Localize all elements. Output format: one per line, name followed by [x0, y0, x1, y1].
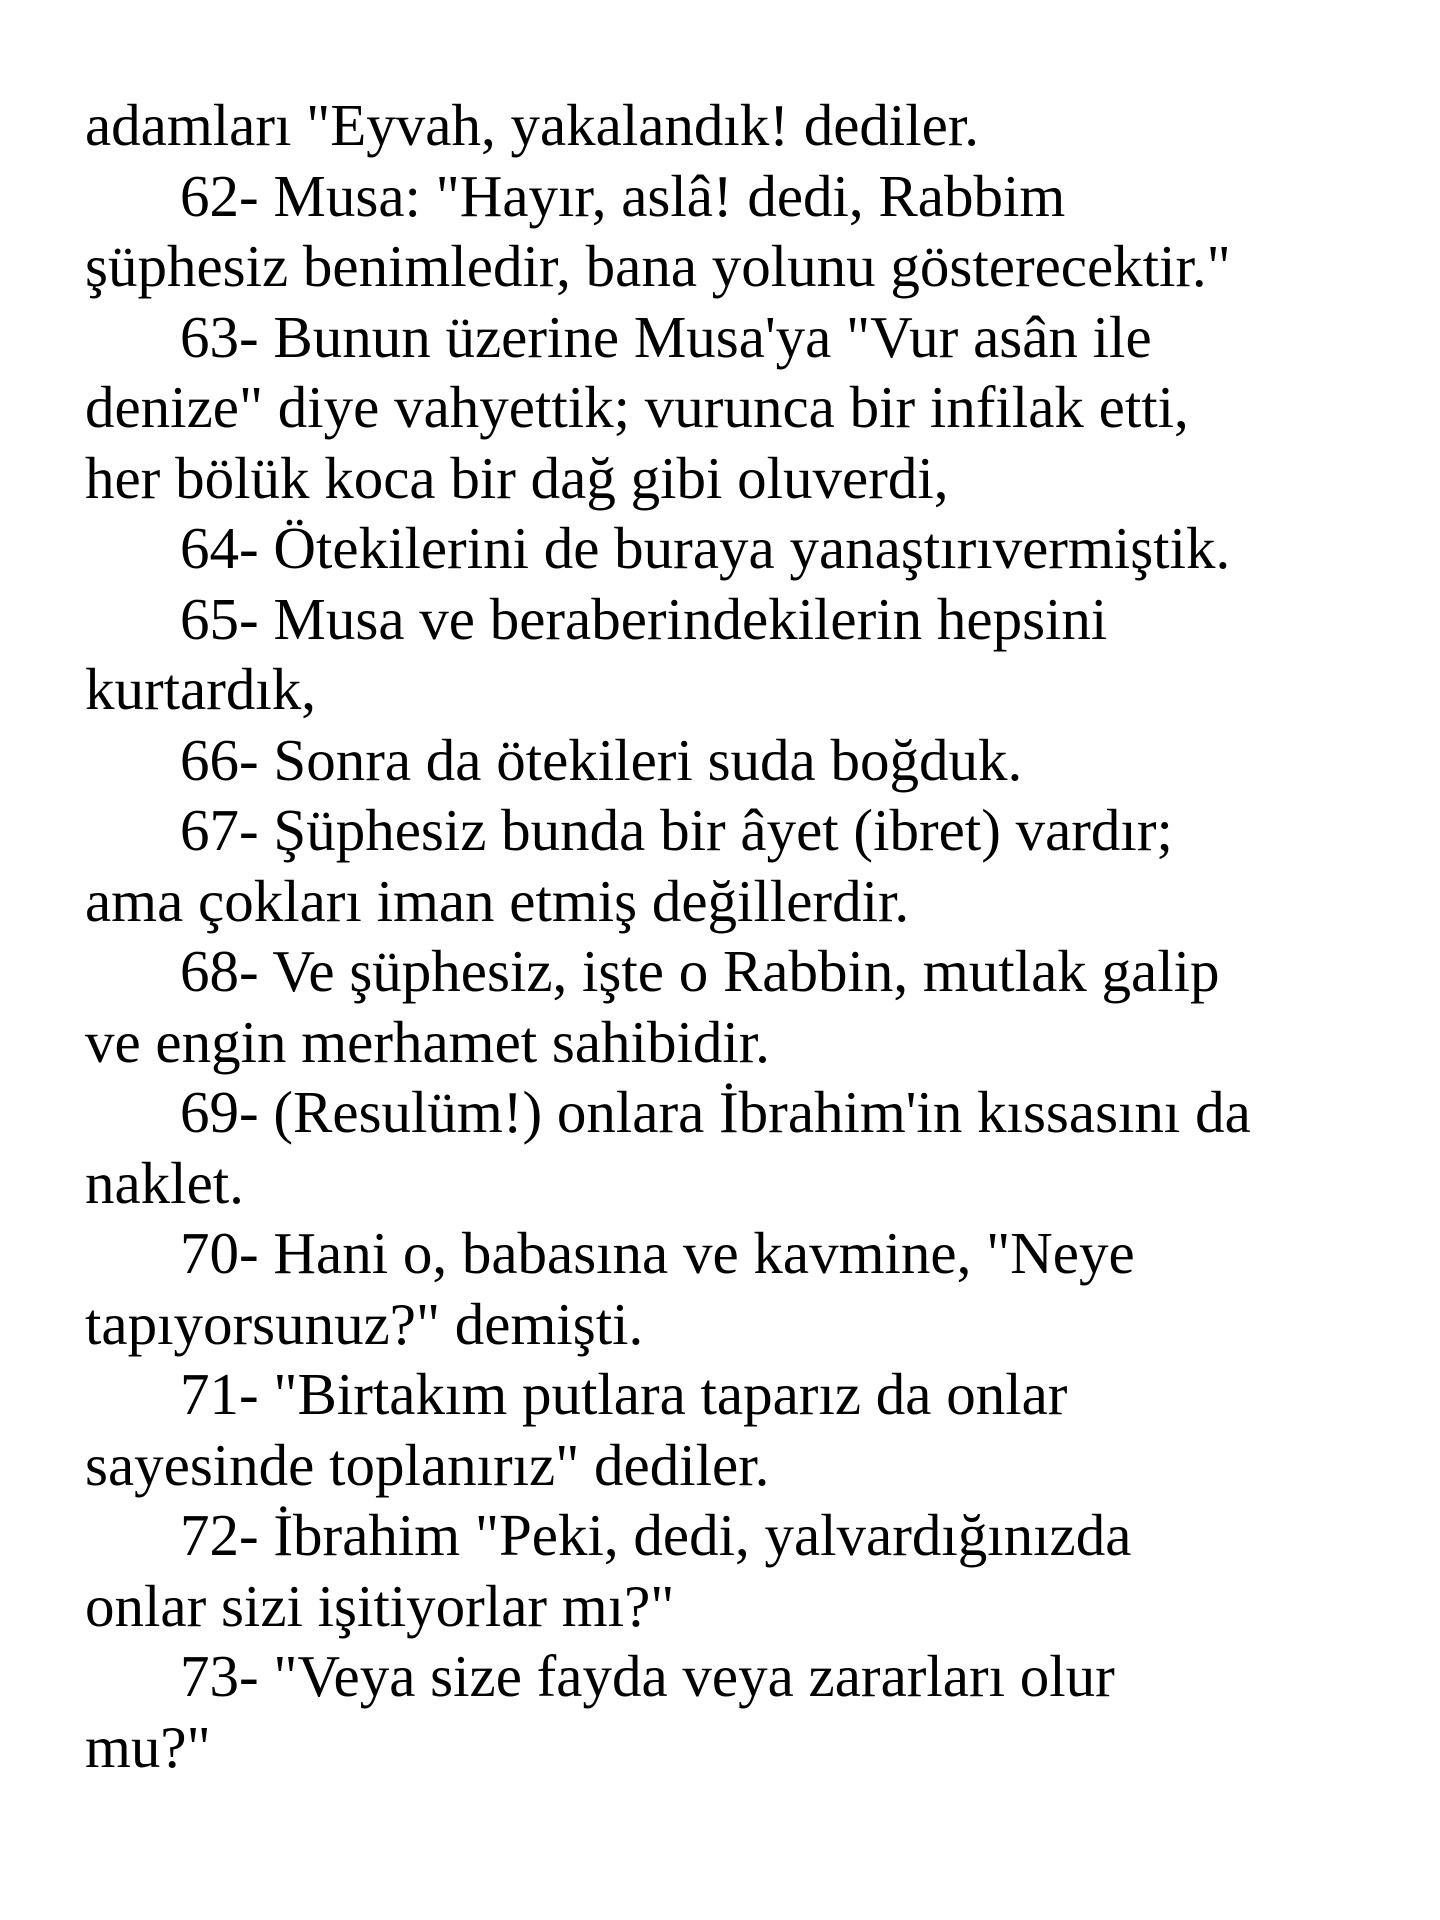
text-line: sayesinde toplanırız" dediler.	[85, 1431, 770, 1498]
text-line: denize" diye vahyettik; vurunca bir infilak etti,	[85, 374, 1189, 440]
text-line: tapıyorsunuz?" demişti.	[85, 1290, 644, 1357]
verse-69-start: 69- (Resulüm!) onlara İbrahim'in kıssasını da	[180, 1079, 1251, 1145]
text-line: onlar sizi işitiyorlar mı?"	[85, 1572, 675, 1639]
verse-65-start: 65- Musa ve beraberindekilerin hepsini	[180, 585, 1108, 652]
verse-67-start: 67- Şüphesiz bunda bir âyet (ibret) vardır;	[180, 797, 1173, 863]
verse-64-start: 64- Ötekilerini de buraya yanaştırıvermiştik.	[180, 515, 1231, 581]
text-line: mu?"	[85, 1713, 211, 1780]
text-line: şüphesiz benimledir, bana yolunu gösterecektir."	[85, 233, 1231, 299]
verse-73-start: 73- "Veya size fayda veya zararları olur	[180, 1643, 1115, 1709]
verse-66-start: 66- Sonra da ötekileri suda boğduk.	[180, 726, 1023, 793]
verse-62-start: 62- Musa: "Hayır, aslâ! dedi, Rabbim	[180, 162, 1066, 229]
verse-70-start: 70- Hani o, babasına ve kavmine, "Neye	[180, 1220, 1135, 1286]
text-line: ama çokları iman etmiş değillerdir.	[85, 867, 910, 934]
verse-68-start: 68- Ve şüphesiz, işte o Rabbin, mutlak galip	[180, 938, 1220, 1004]
text-line: adamları "Eyvah, yakalandık! dediler.	[85, 92, 979, 158]
verse-71-start: 71- "Birtakım putlara taparız da onlar	[180, 1361, 1068, 1427]
text-line: kurtardık,	[85, 656, 317, 722]
text-line: ve engin merhamet sahibidir.	[85, 1008, 770, 1075]
verse-63-start: 63- Bunun üzerine Musa'ya "Vur asân ile	[180, 303, 1152, 370]
verse-72-start: 72- İbrahim "Peki, dedi, yalvardığınızda	[180, 1502, 1132, 1568]
text-line: her bölük koca bir dağ gibi oluverdi,	[85, 444, 949, 511]
body-text	[85, 90, 1415, 1782]
text-line: naklet.	[85, 1149, 244, 1216]
